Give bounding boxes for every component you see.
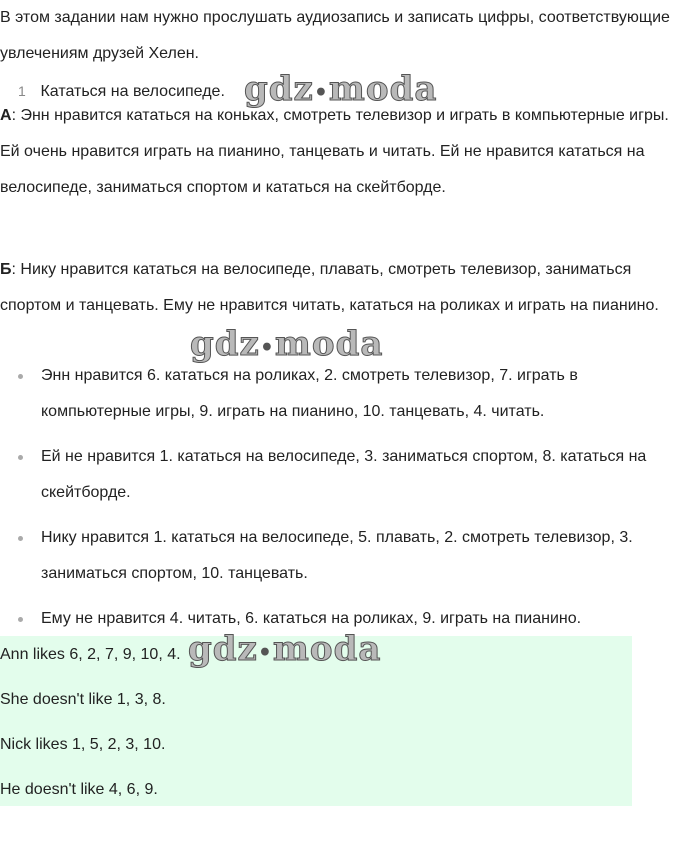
list-item bbox=[0, 439, 670, 511]
paragraph-a-text: : Энн нравится кататься на коньках, смотреть телевизор и играть в компьютерные игры. Ей очень нравится играть на пианино, танцевать и читать. Ей не нравится кататься на велосипеде, заниматься спортом и кататься на скейтборде. bbox=[0, 107, 669, 196]
answer-line: He doesn't like 4, 6, 9. bbox=[0, 781, 158, 798]
paragraph-b-label: Б bbox=[0, 261, 12, 278]
watermark-dot-icon: • bbox=[313, 80, 329, 106]
list-item bbox=[0, 358, 670, 430]
watermark-right: moda bbox=[272, 629, 382, 669]
watermark-logo bbox=[244, 69, 438, 109]
watermark-logo bbox=[188, 629, 382, 669]
list-item-text: Ей не нравится 1. кататься на велосипеде, 3. заниматься спортом, 8. кататься на скейтборде. bbox=[41, 448, 647, 501]
item-number: 1 bbox=[18, 83, 26, 99]
paragraph-b-text: : Нику нравится кататься на велосипеде, плавать, смотреть телевизор, заниматься спортом и танцевать. Ему не нравится читать, кататься на роликах и играть на пианино. bbox=[0, 261, 659, 314]
bullet-icon bbox=[18, 536, 23, 541]
watermark-right: moda bbox=[328, 69, 438, 109]
list-item-text: Нику нравится 1. кататься на велосипеде, 5. плавать, 2. смотреть телевизор, 3. заниматься спортом, 10. танцевать. bbox=[41, 529, 633, 582]
answer-line: Nick likes 1, 5, 2, 3, 10. bbox=[0, 736, 166, 753]
item-text: Кататься на велосипеде. bbox=[40, 83, 225, 100]
paragraph-a-label: А bbox=[0, 107, 12, 124]
paragraph-b bbox=[0, 252, 680, 324]
bullet-icon bbox=[18, 617, 23, 622]
watermark-left: gdz bbox=[190, 324, 260, 364]
watermark-dot-icon: • bbox=[257, 640, 273, 666]
list-item bbox=[0, 520, 670, 592]
intro-text: В этом задании нам нужно прослушать аудиозапись и записать цифры, соответствующие увлечениям друзей Хелен. bbox=[0, 9, 670, 62]
answer-bullet-list bbox=[0, 358, 670, 646]
watermark-logo bbox=[190, 324, 384, 364]
paragraph-a bbox=[0, 98, 680, 206]
list-item-text: Энн нравится 6. кататься на роликах, 2. смотреть телевизор, 7. играть в компьютерные игры, 9. играть на пианино, 10. танцевать, 4. читать. bbox=[41, 367, 578, 420]
watermark-left: gdz bbox=[188, 629, 258, 669]
answer-line: She doesn't like 1, 3, 8. bbox=[0, 691, 166, 708]
bullet-icon bbox=[18, 455, 23, 460]
watermark-dot-icon: • bbox=[259, 335, 275, 361]
bullet-icon bbox=[18, 374, 23, 379]
watermark-left: gdz bbox=[244, 69, 314, 109]
watermark-right: moda bbox=[274, 324, 384, 364]
list-item-text: Ему не нравится 4. читать, 6. кататься на роликах, 9. играть на пианино. bbox=[41, 610, 582, 627]
answer-line: Ann likes 6, 2, 7, 9, 10, 4. bbox=[0, 646, 181, 663]
